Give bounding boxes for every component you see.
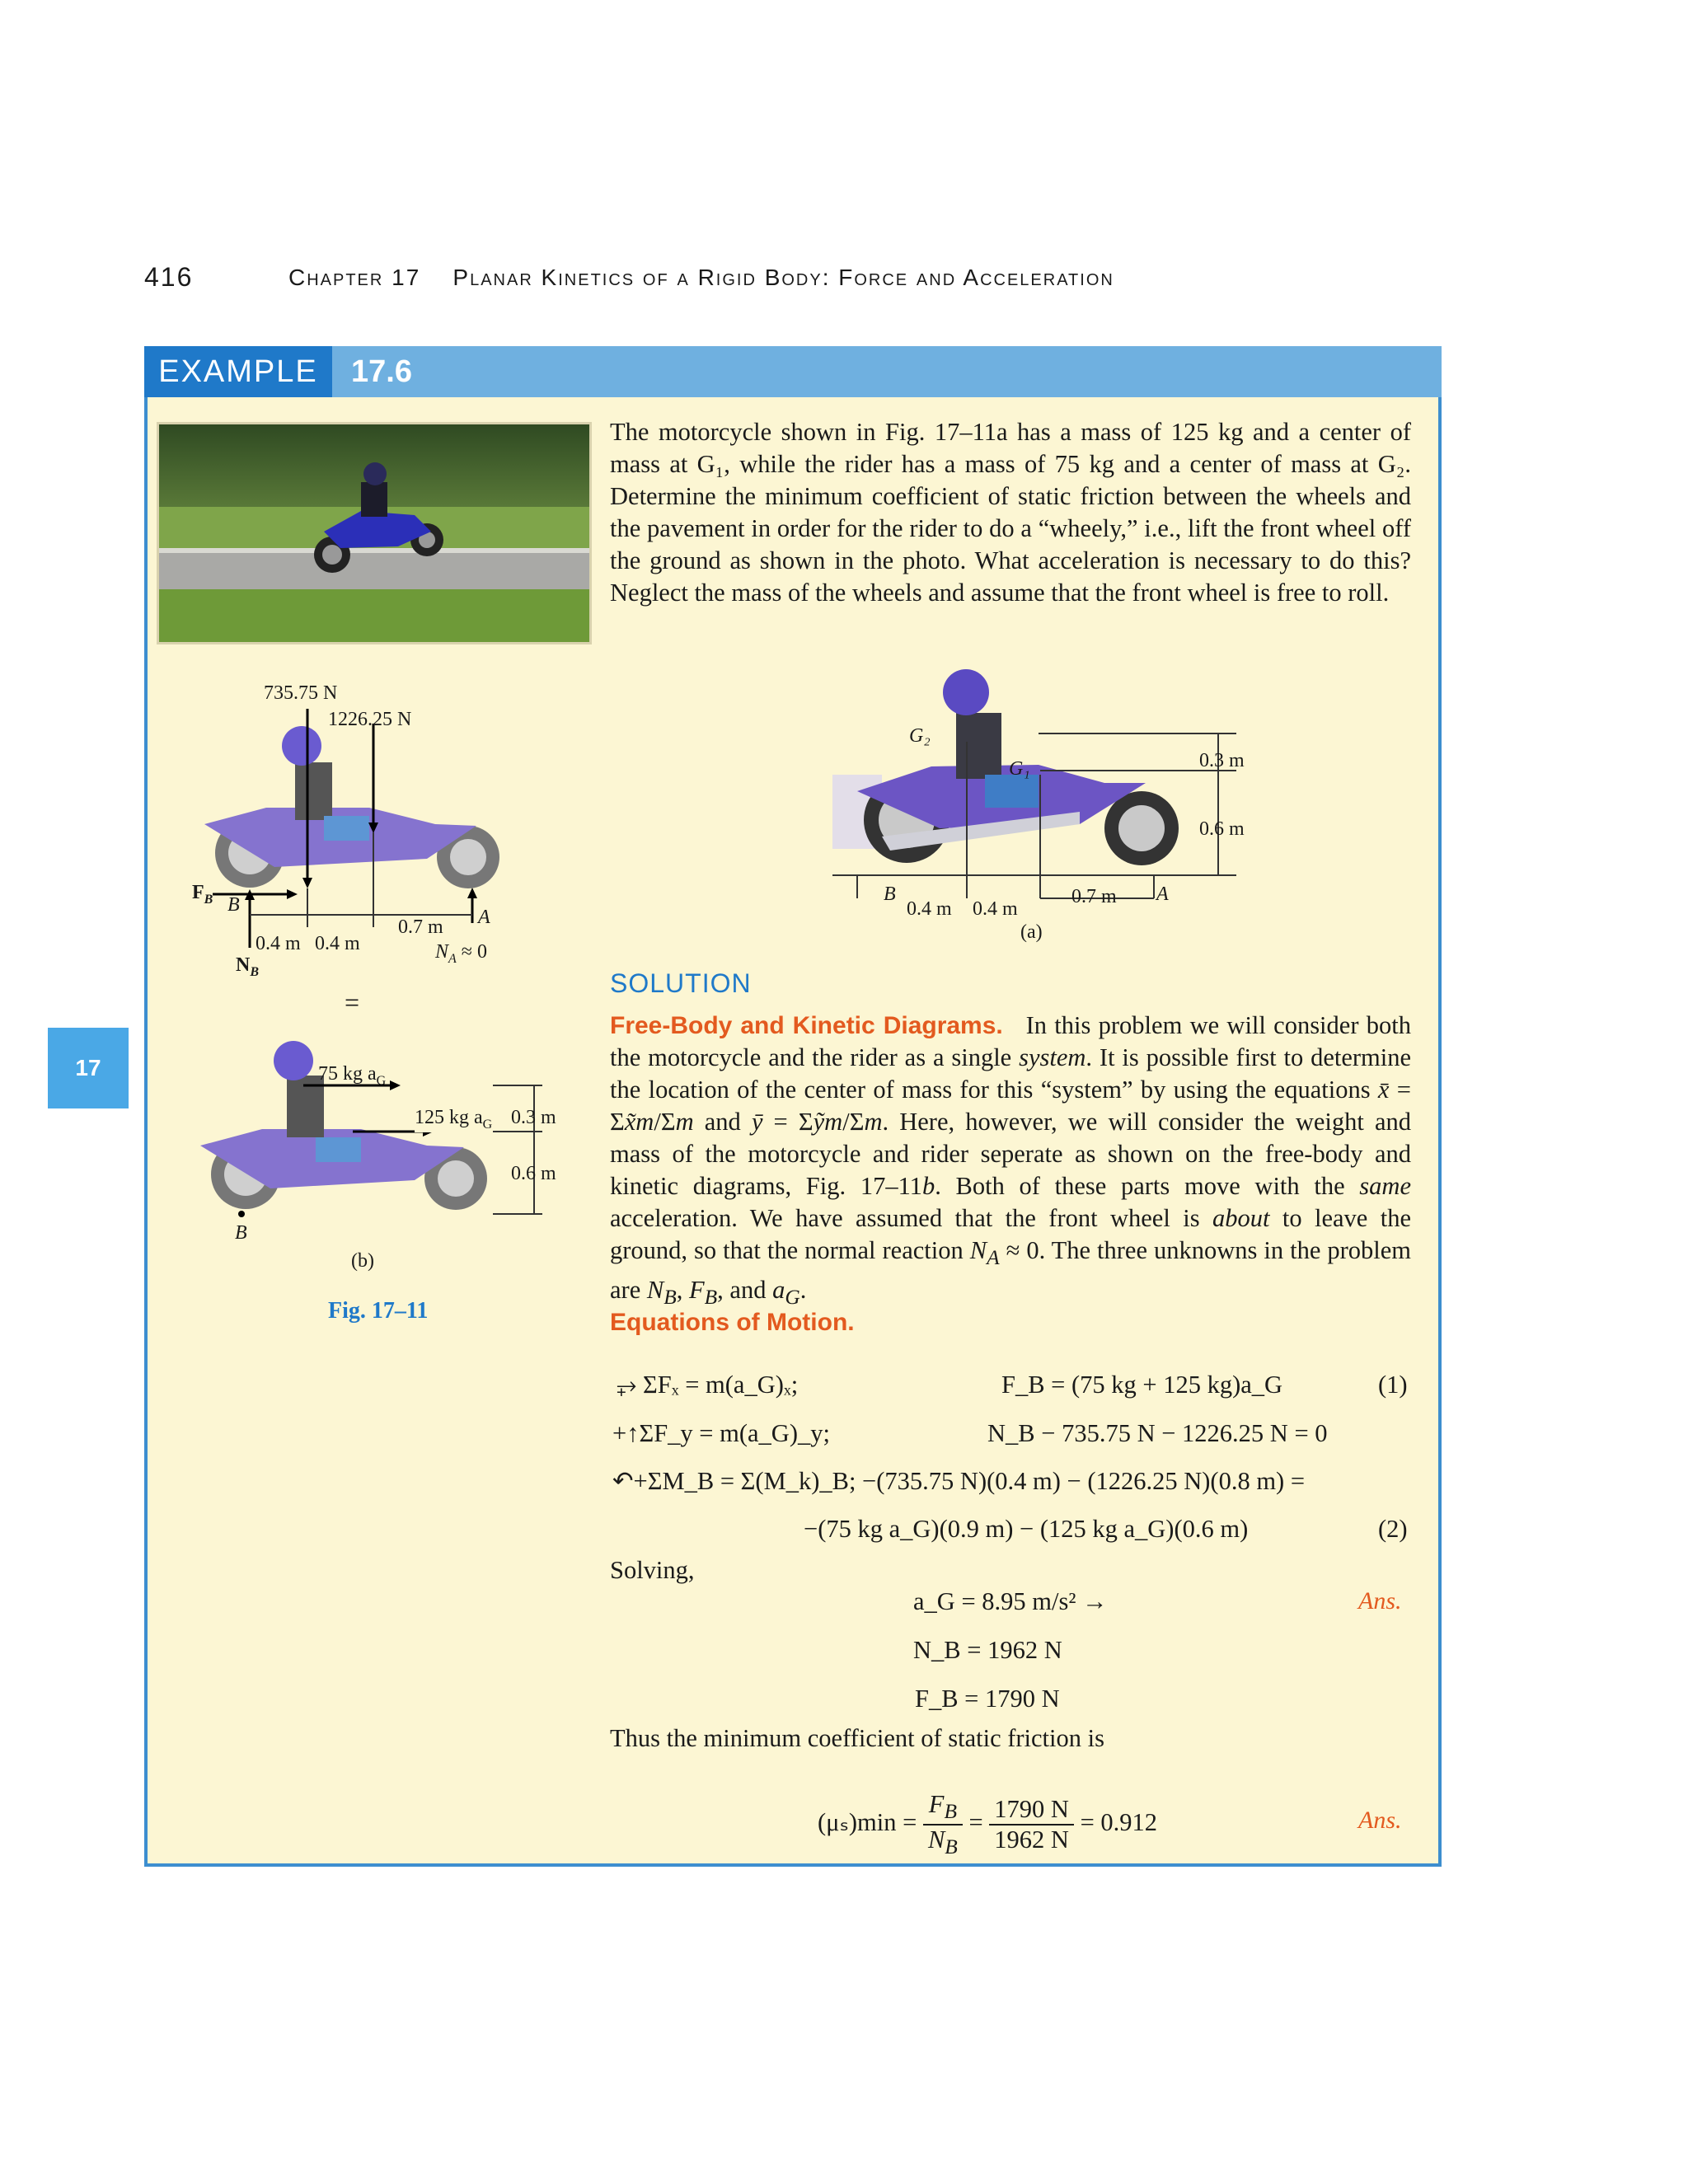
label-g1: G₁ [1009,758,1030,780]
dim-0-4-a: 0.4 m [907,898,952,920]
label-b: B [227,894,240,916]
fbd-heading: Free-Body and Kinetic Diagrams. [610,1012,1003,1039]
label-b: B [884,883,896,905]
dim-0-7: 0.7 m [1071,886,1117,907]
eq4-number: (2) [1378,1515,1408,1543]
label-weight-rider: 735.75 N [264,682,338,704]
dim-0-7: 0.7 m [398,916,443,938]
ratio-symbolic: $\frac{F_B}{N_B}$ [923,1790,963,1859]
figure-b-caption: (b) [351,1250,374,1272]
page-number: 416 [144,262,194,292]
result-nb: N_B = 1962 N [913,1636,1062,1664]
problem-statement: The motorcycle shown in Fig. 17–11a has a mass of 125 kg and a center of mass at G₁, while the rider has a mass of 75 kg and a center of mass at G₂. Determine the minimum coefficient of static friction between the wheels and the pavement in order for the rider to do a “wheely,” i.e., lift the front wheel off the ground as shown in the photo. What acceleration is necessary to do this? Neglect the mass of the wheels and assume that the front wheel is free to roll. [610,418,1411,607]
result-ag: a_G = 8.95 m/s² → [913,1587,1108,1615]
label-g2: G₂ [909,725,931,747]
solution-heading: SOLUTION [610,968,752,998]
thus-sentence: Thus the minimum coefficient of static friction is [610,1724,1104,1752]
answer-label-2: Ans. [1358,1807,1402,1834]
eq1-left: ⥅ ΣFₓ = m(a_G)ₓ; [617,1371,799,1399]
example-number: 17.6 [351,354,412,389]
label-a: A [1156,883,1169,905]
solution-paragraph: Free-Body and Kinetic Diagrams. In this problem we will consider both the motorcycle and the rider as a single system. It is possible first to determine the location of the center of mass for this “system” by using the equations x̄ = Σx̃m/Σm and ȳ = Σỹm/Σm. Here, however, we will consider the weight and mass of the motorcycle and rider seperate as shown on the free-body and kinetic diagrams, Fig. 17–11b. Both of these parts move with the same acceleration. We have assumed that the front wheel is about to leave the ground, so that the normal reaction $N_A \approx 0$. The three unknowns in the problem are $N_B$, $F_B$, and $a_G$. [610,1011,1412,1310]
label-na: $N_A \approx 0$ [435,941,487,966]
equals-sign: = [345,987,360,1017]
solving-label: Solving, [610,1556,695,1584]
label-weight-bike: 1226.25 N [328,709,412,730]
figure-a [832,659,1261,956]
label-b: B [235,1222,247,1244]
motorcycle-photo [157,422,592,644]
eq4: −(75 kg a_G)(0.9 m) − (125 kg a_G)(0.6 m) [804,1515,1249,1543]
answer-label-1: Ans. [1358,1587,1402,1615]
label-bike-inertia: 125 kg $a_G$ [415,1107,493,1132]
result-fb: F_B = 1790 N [915,1685,1060,1713]
figure-a-drawing [832,659,1261,956]
dim-0-6: 0.6 m [511,1163,556,1184]
friction-equation: (μₛ)min = $\frac{F_B}{N_B}$ = $\frac{1790 N}{1962 N}$ = 0.912 [818,1790,1158,1859]
dim-0-3: 0.3 m [511,1107,556,1128]
ratio-numeric: $\frac{1790 N}{1962 N}$ [989,1795,1074,1854]
example-banner [144,346,1442,397]
chapter-label: Chapter 17 [288,265,421,290]
figure-a-caption: (a) [1020,921,1043,943]
chapter-title: Planar Kinetics of a Rigid Body: Force and Acceleration [452,265,1114,290]
chapter-tab: 17 [48,1028,129,1108]
eq2-left: +↑ΣF_y = m(a_G)_y; [612,1419,830,1447]
free-body-diagram [188,676,542,989]
label-a: A [478,907,490,928]
eq1-right: F_B = (75 kg + 125 kg)a_G [1001,1371,1283,1399]
dim-0-3: 0.3 m [1199,750,1245,771]
dim-0-4-b: 0.4 m [973,898,1018,920]
eom-heading: Equations of Motion. [610,1309,855,1336]
label-rider-inertia: 75 kg $a_G$ [318,1063,387,1088]
example-label: EXAMPLE [144,346,332,397]
figure-caption: Fig. 17–11 [328,1298,429,1324]
running-head [288,265,1114,291]
dim-0-4-b: 0.4 m [315,933,360,954]
eq2-right: N_B − 735.75 N − 1226.25 N = 0 [987,1419,1328,1447]
eq3: ↶+ΣM_B = Σ(M_k)_B; −(735.75 N)(0.4 m) − (1226.25 N)(0.8 m) = [612,1467,1306,1495]
label-fb: $F_B$ [192,882,213,907]
dim-0-6: 0.6 m [1199,818,1245,840]
eq1-number: (1) [1378,1371,1408,1399]
dim-0-4-a: 0.4 m [256,933,301,954]
kinetic-diagram [180,1026,559,1290]
label-nb: $N_B$ [236,954,260,979]
